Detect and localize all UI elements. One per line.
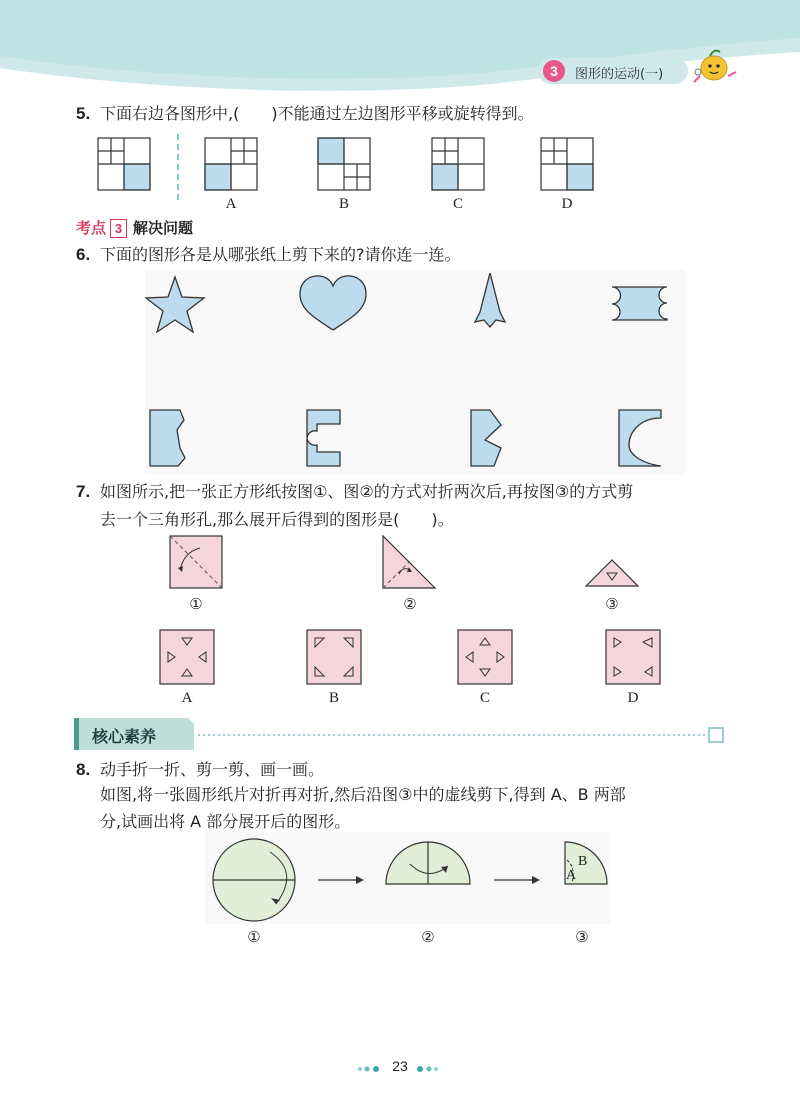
core-section-title: 核心素养 — [92, 727, 157, 746]
chapter-number: 3 — [543, 60, 565, 82]
q7-text-line2: 去一个三角形孔,那么展开后得到的图形是( )。 — [100, 510, 454, 529]
q8-figures — [0, 832, 800, 927]
q7-option-d-square — [606, 630, 660, 684]
q8-part-a-label: A — [566, 868, 577, 883]
q5-label-c: C — [452, 196, 463, 212]
q5-original-grid — [98, 138, 150, 190]
q8-step-label-1: ① — [247, 930, 261, 946]
q7-step3-small-triangle — [586, 560, 638, 586]
q7-step2-triangle — [383, 536, 435, 588]
kaodian-word: 考点 — [76, 219, 107, 237]
q5-label-a: A — [225, 196, 237, 212]
q7-label-a: A — [181, 690, 193, 706]
q7-steps — [0, 530, 800, 595]
q5-option-d-grid — [541, 138, 593, 190]
q5-label-b: B — [338, 196, 349, 212]
q5-option-a-grid — [205, 138, 257, 190]
q7-label-b: B — [328, 690, 339, 706]
q7-label-d: D — [627, 690, 639, 706]
q8-number: 8. — [76, 760, 91, 779]
q5-number: 5. — [76, 104, 91, 123]
q5-text: 下面右边各图形中,( )不能通过左边图形平移或旋转得到。 — [100, 104, 534, 123]
kaodian-heading — [76, 217, 193, 238]
q8-part-b-label: B — [578, 854, 588, 869]
q8-text-line3: 分,试画出将 A 部分展开后的图形。 — [100, 812, 351, 831]
q5-label-d: D — [561, 196, 573, 212]
q7-step-label-3: ③ — [605, 597, 619, 613]
q8-step-label-2: ② — [421, 930, 435, 946]
q7-option-c-square — [458, 630, 512, 684]
q8-text-line1: 动手折一折、剪一剪、画一画。 — [100, 760, 325, 779]
plaque-shape — [612, 287, 667, 320]
q6-text: 下面的图形各是从哪张纸上剪下来的?请你连一连。 — [100, 245, 461, 264]
q7-options — [0, 628, 800, 688]
q7-step-label-1: ① — [189, 597, 203, 613]
mascot-icon — [690, 46, 740, 88]
kaodian-title: 解决问题 — [133, 219, 194, 237]
q7-label-c: C — [479, 690, 490, 706]
q7-number: 7. — [76, 482, 91, 501]
q5-option-c-grid — [432, 138, 484, 190]
q7-option-a-square — [160, 630, 214, 684]
q5-figures — [0, 130, 800, 200]
q8-step-label-3: ③ — [575, 930, 589, 946]
page-number: 23 — [392, 1058, 408, 1074]
q8-step1-circle — [213, 839, 295, 921]
q7-step1-square — [170, 536, 222, 588]
q6-number: 6. — [76, 245, 91, 264]
q7-step-label-2: ② — [403, 597, 417, 613]
q7-option-b-square — [307, 630, 361, 684]
q8-text-line2: 如图,将一张圆形纸片对折再对折,然后沿图③中的虚线剪下,得到 A、B 两部 — [100, 785, 626, 804]
q7-text-line1: 如图所示,把一张正方形纸按图①、图②的方式对折两次后,再按图③的方式剪 — [100, 482, 634, 501]
core-section-bar — [70, 716, 730, 752]
kaodian-number: 3 — [110, 219, 127, 238]
q6-figures — [145, 270, 685, 475]
chapter-title: 图形的运动(一) — [575, 67, 664, 82]
q5-option-b-grid — [318, 138, 370, 190]
